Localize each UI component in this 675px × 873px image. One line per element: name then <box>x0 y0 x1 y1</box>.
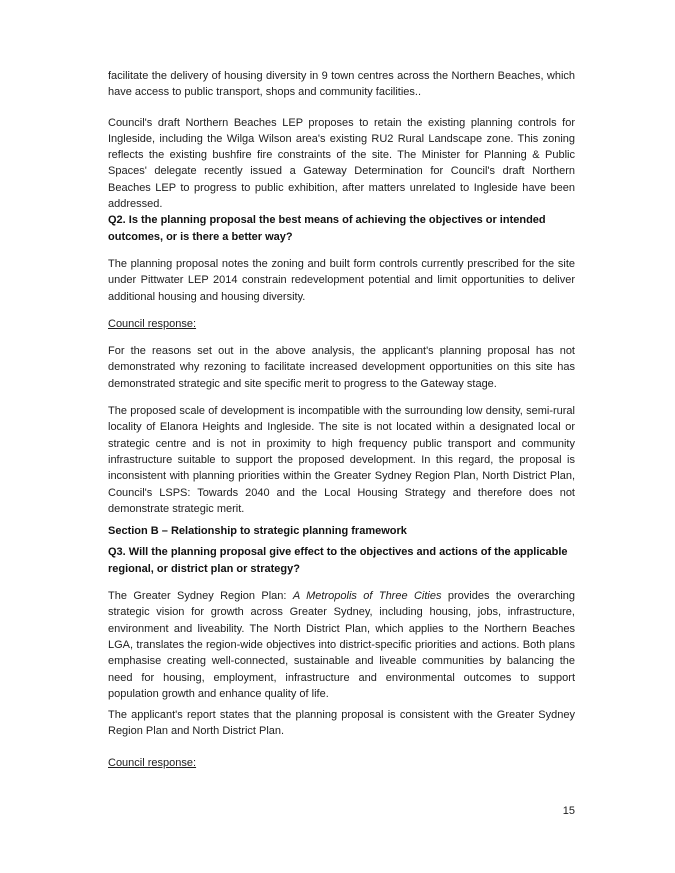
q3-plans-italic-plan-title: A Metropolis of Three Cities <box>292 590 442 603</box>
council-response-label-text: Council response: <box>108 756 197 769</box>
q3-plans-text-after: provides the overarching strategic vision for growth across Greater Sydney, including housing, jobs, infrastructure, environment and liveability. The North District Plan, which applies to the Northern Beaches LGA, translates the region-wide objectives into district-specific priorities and actions. Both plans emphasise creating well-connected, sustainable and liveable communities by balancing the need for housing, employment, infrastructure and environmental outcomes to support population growth and enhance quality of life. <box>108 590 576 700</box>
heading-section-b: Section B – Relationship to strategic planning framework <box>108 525 407 538</box>
paragraph-draft-lep: Council's draft Northern Beaches LEP proposes to retain the existing planning controls for Ingleside, including the Wilga Wilson area's existing RU2 Rural Landscape zone. This zoning reflects the existing bushfire fire constraints of the site. The Minister for Planning & Public Spaces' delegate recently issued a Gateway Determination for Council's draft Northern Beaches LEP to progress to public exhibition, after matters unrelated to Ingleside have been addressed. <box>108 116 575 211</box>
paragraph-q2-proposal: The planning proposal notes the zoning and built form controls currently prescribed for the site under Pittwater LEP 2014 constrain redevelopment potential and limit opportunities to deliver additional housing and housing diversity. <box>108 257 575 303</box>
q3-plans-text-before: The Greater Sydney Region Plan: <box>108 590 293 603</box>
paragraph-q3-plans <box>108 588 575 702</box>
paragraph-q2-response-1: For the reasons set out in the above analysis, the applicant's planning proposal has not demonstrated why rezoning to facilitate increased development opportunities on this site has demonstrated strategic and site specific merit to progress to the Gateway stage. <box>108 345 575 390</box>
council-response-label-text: Council response: <box>108 317 197 330</box>
heading-q3: Q3. Will the planning proposal give effect to the objectives and actions of the applicable regional, or district plan or strategy? <box>108 546 568 575</box>
paragraph-housing-diversity: facilitate the delivery of housing diversity in 9 town centres across the Northern Beaches, which have access to public transport, shops and community facilities.. <box>108 70 575 99</box>
heading-q2: Q2. Is the planning proposal the best means of achieving the objectives or intended outcomes, or is there a better way? <box>108 214 546 243</box>
council-response-label <box>108 755 575 771</box>
page-number: 15 <box>562 805 575 817</box>
page-content <box>108 68 575 782</box>
paragraph-q2-response-2: The proposed scale of development is incompatible with the surrounding low density, semi-rural locality of Elanora Heights and Ingleside. The site is not located within a designated local or strategic centre and is not in proximity to high frequency public transport and community infrastructure suitable to support the proposed development. In this regard, the proposal is inconsistent with planning priorities within the Greater Sydney Region Plan, North District Plan, Council's LSPS: Towards 2040 and the Local Housing Strategy and therefore does not demonstrate strategic merit. <box>108 405 575 515</box>
paragraph-q3-applicant: The applicant's report states that the planning proposal is consistent with the Greater Sydney Region Plan and North District Plan. <box>108 709 575 738</box>
council-response-label <box>108 316 575 332</box>
